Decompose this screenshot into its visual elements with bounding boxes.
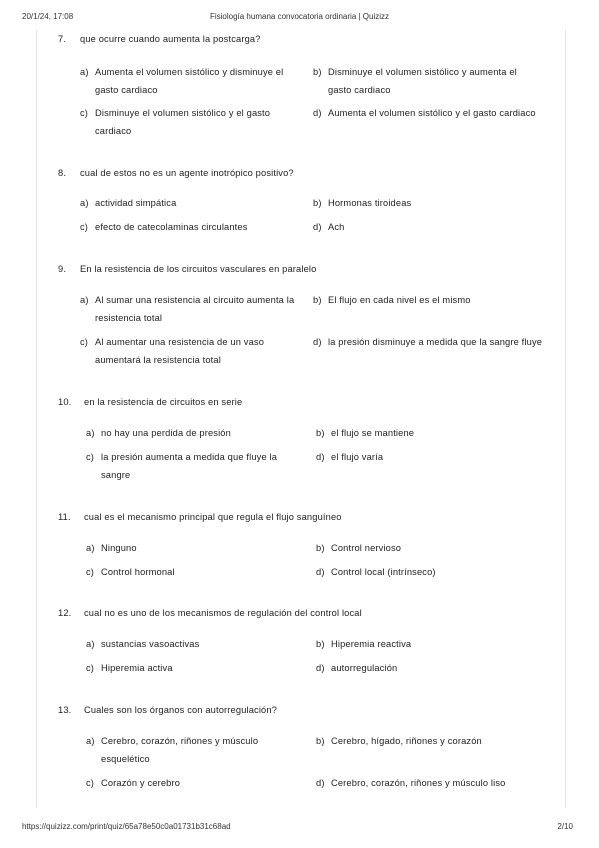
option-letter: a) (86, 736, 95, 746)
left-margin-line (36, 30, 37, 808)
option-letter: b) (313, 295, 322, 305)
right-margin-line (565, 30, 566, 808)
print-date: 20/1/24, 17:08 (22, 12, 74, 21)
option-letter: b) (313, 67, 322, 77)
option-12b (316, 635, 541, 653)
question-number: 12. (58, 608, 72, 618)
option-11b (316, 539, 541, 557)
question-number: 7. (58, 34, 67, 44)
option-letter: a) (80, 67, 89, 77)
option-text: el flujo se mantiene (331, 428, 415, 438)
question-text: cual es el mecanismo principal que regula el flujo sanguíneo (84, 512, 342, 522)
option-letter: a) (80, 198, 89, 208)
question-text: en la resistencia de circuitos en serie (84, 397, 243, 407)
option-letter: a) (86, 428, 95, 438)
option-letter: b) (316, 543, 325, 553)
option-text: Control nervioso (331, 543, 402, 553)
option-12a (86, 635, 301, 653)
option-letter: b) (313, 198, 322, 208)
question-number: 13. (58, 705, 72, 715)
option-text: Cerebro, corazón, riñones y músculo liso (331, 778, 506, 788)
option-text: efecto de catecolaminas circulantes (95, 222, 248, 232)
option-letter: b) (316, 736, 325, 746)
option-text: la presión aumenta a medida que fluye la sangre (101, 452, 278, 480)
option-letter: d) (316, 567, 325, 577)
option-10a (86, 424, 301, 442)
question-11 (58, 512, 538, 522)
question-number: 9. (58, 264, 67, 274)
option-7b (313, 63, 543, 99)
option-8c (80, 218, 305, 236)
question-text: En la resistencia de los circuitos vasculares en paralelo (80, 264, 317, 274)
option-11c (86, 563, 301, 581)
question-text: Cuales son los órganos con autorregulación? (84, 705, 278, 715)
print-url: https://quizizz.com/print/quiz/65a78e50c0a01731b31c68ad (22, 822, 231, 831)
option-letter: c) (86, 663, 95, 673)
question-number: 8. (58, 168, 67, 178)
option-letter: c) (80, 337, 89, 347)
option-text: Al aumentar una resistencia de un vaso aumentará la resistencia total (95, 337, 265, 365)
question-text: que ocurre cuando aumenta la postcarga? (80, 34, 261, 44)
option-9d (313, 333, 545, 351)
option-9a (80, 291, 308, 327)
option-13a (86, 732, 301, 768)
option-9b (313, 291, 543, 309)
option-11a (86, 539, 301, 557)
option-text: Corazón y cerebro (101, 778, 181, 788)
option-text: Cerebro, hígado, riñones y corazón (331, 736, 482, 746)
option-text: Cerebro, corazón, riñones y músculo esquelético (101, 736, 259, 764)
option-12d (316, 659, 541, 677)
option-text: sustancias vasoactivas (101, 639, 200, 649)
option-8b (313, 194, 543, 212)
option-text: Disminuye el volumen sistólico y el gasto cardiaco (95, 108, 271, 136)
question-10 (58, 397, 538, 407)
option-text: Hiperemia activa (101, 663, 173, 673)
option-text: no hay una perdida de presión (101, 428, 231, 438)
option-text: Aumenta el volumen sistólico y disminuye el gasto cardiaco (95, 67, 284, 95)
question-number: 11. (58, 512, 71, 522)
option-11d (316, 563, 541, 581)
option-8a (80, 194, 305, 212)
page-number: 2/10 (557, 822, 573, 831)
option-8d (313, 218, 543, 236)
option-13c (86, 774, 301, 792)
option-letter: c) (86, 567, 95, 577)
option-letter: c) (80, 222, 89, 232)
option-letter: d) (316, 663, 325, 673)
option-9c (80, 333, 290, 369)
option-letter: c) (86, 452, 95, 462)
option-text: Control local (intrínseco) (331, 567, 436, 577)
option-13d (316, 774, 541, 792)
option-text: Ach (328, 222, 345, 232)
option-text: Al sumar una resistencia al circuito aumenta la resistencia total (95, 295, 295, 323)
option-letter: c) (80, 108, 89, 118)
option-7d (313, 104, 543, 122)
option-text: Control hormonal (101, 567, 175, 577)
option-text: El flujo en cada nivel es el mismo (328, 295, 471, 305)
option-text: Hormonas tiroideas (328, 198, 412, 208)
option-letter: d) (316, 778, 325, 788)
option-text: Ninguno (101, 543, 137, 553)
option-letter: c) (86, 778, 95, 788)
option-7c (80, 104, 290, 140)
question-7 (58, 34, 538, 44)
option-7a (80, 63, 305, 99)
option-13b (316, 732, 541, 750)
option-letter: a) (80, 295, 89, 305)
option-letter: d) (313, 108, 322, 118)
question-12 (58, 608, 538, 618)
question-13 (58, 705, 538, 715)
option-letter: d) (313, 222, 322, 232)
option-letter: a) (86, 639, 95, 649)
question-text: cual no es uno de los mecanismos de regulación del control local (84, 608, 362, 618)
option-letter: d) (316, 452, 325, 462)
option-letter: a) (86, 543, 95, 553)
option-letter: b) (316, 428, 325, 438)
option-letter: b) (316, 639, 325, 649)
option-text: el flujo varía (331, 452, 384, 462)
option-12c (86, 659, 301, 677)
option-letter: d) (313, 337, 322, 347)
option-10d (316, 448, 541, 466)
option-10c (86, 448, 301, 484)
question-number: 10. (58, 397, 72, 407)
option-text: la presión disminuye a medida que la sangre fluye (328, 337, 543, 347)
question-text: cual de estos no es un agente inotrópico positivo? (80, 168, 294, 178)
question-8 (58, 168, 538, 178)
option-text: Aumenta el volumen sistólico y el gasto cardiaco (328, 108, 536, 118)
option-text: Hiperemia reactiva (331, 639, 412, 649)
option-text: actividad simpática (95, 198, 177, 208)
print-title: Fisiología humana convocatoria ordinaria | Quizizz (209, 12, 390, 21)
option-text: Disminuye el volumen sistólico y aumenta el gasto cardiaco (328, 67, 517, 95)
option-text: autorregulación (331, 663, 398, 673)
option-10b (316, 424, 541, 442)
question-9 (58, 264, 538, 274)
